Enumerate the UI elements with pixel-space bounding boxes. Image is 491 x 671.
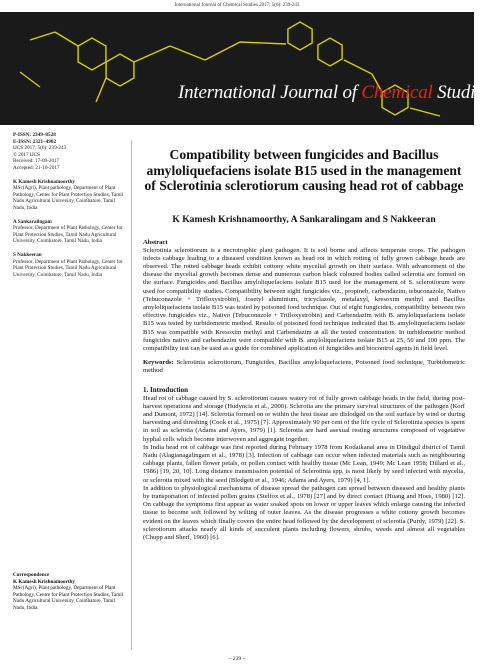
column-divider — [131, 140, 132, 650]
molecule-bond — [20, 72, 40, 87]
molecule-bond — [240, 42, 286, 44]
introduction-paragraph: In addition to physiological mechanisms of disease spread the pathogen can spread between diseased and healthy plants by transportation of infected pollen grains (Stelfox et al., 1978) [27] and by direct contact (Huang and Hoes, 1980) [12]. On cabbage the symptoms first appear as water soaked spots on lower or upper leaves which enlarge causing the infected tissue to become soft followed by wilting of outer leaves. As the disease progresses a white cottony growth becomes evident on the leaves which finally covers the entire head followed by the development of sclerotia (Purdy, 1979) [22]. S. sclerotiorum attacks nearly all kinds of succulent plants including flowers, shrubs, weeds and almost all vegetables (Chupp and Sherf, 1960) [6]. — [143, 484, 465, 541]
author-affiliation: Professor, Department of Plant Pathology, Center for Plant Protection Studies, Tamil Nadu Agricultural University, Coimbatore, Tamil Nadu, India — [13, 225, 123, 245]
author-affiliation-block — [13, 219, 127, 245]
molecule-graphic — [0, 12, 491, 125]
correspondence-name: K Kamesh Krishnamoorthy — [13, 578, 75, 585]
molecule-bond — [134, 46, 170, 62]
molecule-ring — [318, 38, 342, 66]
sidebar — [13, 132, 127, 278]
molecule-ring — [106, 54, 134, 86]
author-name: A Sankaralingam — [13, 218, 52, 225]
molecule-ring — [288, 22, 312, 50]
page-number: ~ 239 ~ — [228, 656, 246, 662]
journal-meta-line: © 2017 IJCS — [13, 151, 41, 158]
author-affiliation-block — [13, 252, 127, 278]
author-name: K Kamesh Krishnamoorthy — [13, 178, 75, 185]
molecule-bond — [205, 42, 240, 60]
running-head: International Journal of Chemical Studies 2017; 5(6): 239-243 — [174, 3, 300, 8]
journal-meta-line: P-ISSN: 2349–8528 — [13, 132, 56, 138]
author-affiliation: Professor, Department of Plant Pathology, Center for Plant Protection Studies, Tamil Nadu Agricultural University, Coimbatore, Tamil Nadu, India — [13, 258, 123, 278]
author-affiliation: MSc(Agri), Plant pathology, Department of Plant Pathology, Center for Plant Protection Studies, Tamil Nadu Agricultural University, Coimbatore, Tamil Nadu, India — [13, 185, 124, 211]
journal-meta-line: E-ISSN: 2321–4902 — [13, 138, 57, 145]
molecule-bond — [30, 32, 55, 40]
molecule-ring — [78, 38, 106, 70]
correspondence-affiliation: MSc(Agri), Plant pathology, Department of Plant Pathology, Centre for Plant Protection Studies, Tamil Nadu Agricultural University, Coimbatore, Tamil Nadu, India — [13, 585, 124, 611]
author-affiliations — [13, 179, 127, 279]
paper-authors: K Kamesh Krishnamoorthy, A Sankaralingam and S Nakkeeran — [172, 213, 436, 225]
molecule-bond — [410, 108, 440, 116]
journal-meta — [13, 132, 127, 172]
keywords — [143, 359, 465, 375]
abstract-heading: Abstract — [143, 238, 168, 246]
journal-meta-line: Received: 17-09-2017 — [13, 158, 60, 165]
journal-banner — [0, 12, 491, 125]
keywords-label: Keywords: — [143, 359, 174, 367]
journal-title: International Journal of Chemical Studies — [178, 82, 491, 103]
journal-meta-line: IJCS 2017; 5(6): 239-243 — [13, 145, 67, 152]
abstract-text: Sclerotinia sclerotiorum is a necrotrophic plant pathogen. It is soil borne and affects temperate crops. The pathogen infects cabbage leading to a diseased condition known as head rot in which rotting of fully grown cabbage heads are observed. The rotted cabbage heads exhibit cottony white mycelial growth on their surface. With advancement of the disease the mycelial growth becomes dense and numerous carbon black coloured bodies called sclerotia are formed on the surface. Fungicides and Bacillus amyloliquefaciens isolate B15 used for the management of S. sclerotiorum were used for compatibility studies. Compatibility between eight fungicides viz., propineb, carbendazim, tebuconazole, Nativo (Tebuconazole + Trifloxystrobin), fosetyl aluminium, tricyclazole, metalaxyl, kresoxim methyl and Bacillus amyloliquefaciens isolate B15 was tested by poisoned food technique. Out of eight fungicides, compatibility between two effective fungicides viz., Nativo (Tebuconazole + Trifloxystrobin) and Carbendazim with B. amyloliquefaciens isolate B15 was tested by turbidometric method. Results of poisoned food technique indicated that B. amyloliquefaciens isolate B15 was compatible with Kresoxim methyl and Carbendazim at all the tested concentration. In turbidometric method fungicides nativo and carbendazim were compatible with B. amyloliquefaciens isolate B15 at 25, 50 and 100 ppm. The compatibility test can be used as a guide for combined application of fungicides and biocontrol agents in field level. — [143, 246, 465, 352]
molecule-bond — [344, 60, 372, 74]
article-body — [143, 147, 465, 542]
molecule-bond — [170, 46, 205, 60]
keywords-text: Sclerotinia sclerotiorum, Fungicides, Bacillus amyloliquefaciens, Poisoned food technique, Turbidometric method — [143, 359, 466, 375]
correspondence-label: Correspondence — [13, 572, 50, 578]
molecule-bond — [55, 32, 78, 46]
journal-meta-line: Accepted: 21-10-2017 — [13, 164, 60, 171]
journal-title-highlight: Chemical — [361, 82, 433, 103]
author-affiliation-block — [13, 179, 127, 212]
introduction-paragraph: In India head rot of cabbage was first reported during February 1978 from Kodaikanal area in Dindigul district of Tamil Nadu (Alagianagalingam et al., 1978) [3]. Infection of cabbage can occur when infected materials such as neighbouring cabbage plants, fallen flower petals, or pollen contact with healthy tissue (Mc Lean, 1949; Mc Lean 1958; Dillard et al., 1986) [19, 20, 10]. Long distance transmission potential of Sclerotinia spp. is most likely by seed infected with mycelia, or sclerotia mixed with the seed (Blodgett et al., 1946; Adams and Ayers, 1979) [4, 1]. — [143, 443, 465, 484]
introduction-paragraph: Head rot of cabbage caused by S. sclerotiorum causes watery rot of fully grown cabbage heads in the field, during post-harvest operations and storage (Hudyncia et al., 2000). Sclerotia are the primary survival structures of the pathogen (Korf and Dumont, 1972) [14]. Sclerotia formed on or within the host tissue are dislodged on the soil surface by wind or during harvesting and threshing (Cook et al., 1975) [7]. Approximately 90 per cent of the life cycle of Sclerotinia species is spent in soil as sclerotia (Adams and Ayers, 1979) [1]. Sclerotia are hard asexual resting structures composed of vegetative hyphal cells which become interwoven and aggregate together. — [143, 394, 465, 443]
molecule-bond — [96, 78, 106, 102]
introduction-heading: 1. Introduction — [143, 385, 188, 394]
introduction-text — [143, 395, 465, 543]
author-name: S Nakkeeran — [13, 251, 42, 258]
correspondence — [13, 572, 127, 612]
paper-title: Compatibility between fungicides and Bacillus amyloliquefaciens isolate B15 used in the management of Sclerotinia sclerotiorum causing head rot of cabbage — [144, 147, 464, 193]
